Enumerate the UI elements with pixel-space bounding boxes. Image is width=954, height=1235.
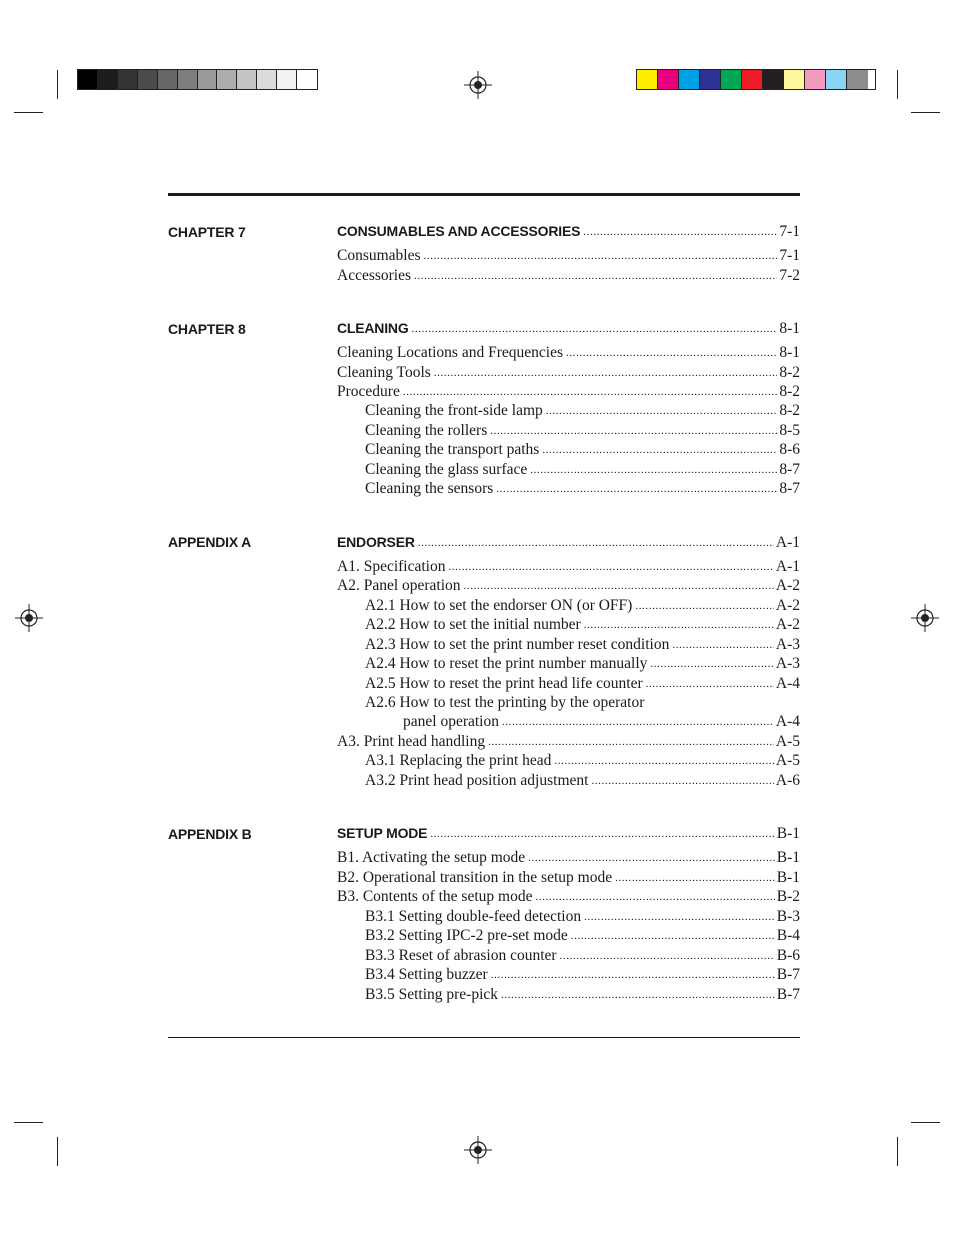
color-swatch [784, 70, 805, 89]
toc-page-number: B-7 [776, 966, 800, 983]
toc-entry-text: B2. Operational transition in the setup mode [337, 869, 613, 886]
toc-page-number: 8-1 [779, 320, 800, 337]
toc-page-number: A-5 [775, 733, 800, 750]
toc-entry-text: Accessories [337, 267, 412, 284]
crop-mark [897, 70, 898, 99]
color-swatch [721, 70, 742, 89]
color-swatch [700, 70, 721, 89]
color-calibration-bar [636, 69, 876, 90]
toc-entry[interactable] [365, 440, 800, 459]
toc-page-number: B-6 [776, 947, 800, 964]
dot-leader [672, 637, 774, 654]
toc-entry[interactable] [365, 985, 800, 1004]
toc-entry[interactable] [337, 868, 800, 887]
toc-entry-text: B1. Activating the setup mode [337, 849, 526, 866]
dot-leader [591, 773, 773, 790]
toc-entry-text: Cleaning Tools [337, 364, 431, 381]
toc-entry-text: Procedure [337, 383, 400, 400]
toc-entry-text: B3.4 Setting buzzer [365, 966, 488, 983]
color-swatch [217, 70, 237, 89]
toc-entry-text: A2.1 How to set the endorser ON (or OFF) [365, 597, 633, 614]
color-swatch [178, 70, 198, 89]
toc-entry-text: A2.5 How to reset the print head life counter [365, 675, 643, 692]
color-swatch [658, 70, 679, 89]
toc-entry[interactable] [365, 674, 800, 693]
dot-leader [488, 734, 774, 751]
toc-entry[interactable] [337, 576, 800, 595]
toc-entry-text: Cleaning the front-side lamp [365, 402, 543, 419]
toc-entry[interactable] [365, 635, 800, 654]
toc-page-number: B-1 [776, 849, 800, 866]
toc-entry[interactable] [365, 693, 800, 712]
bottom-rule [168, 1037, 800, 1038]
toc-entry-text: A2. Panel operation [337, 577, 461, 594]
toc-entry-text: A1. Specification [337, 558, 446, 575]
toc-entry-text: A3.1 Replacing the print head [365, 752, 552, 769]
toc-entry-text: B3. Contents of the setup mode [337, 888, 533, 905]
toc-entry[interactable] [365, 946, 800, 965]
dot-leader [414, 268, 777, 285]
toc-page-number: 8-7 [779, 480, 800, 497]
toc-entry-text: CLEANING [337, 320, 409, 336]
toc-page-number: 8-7 [779, 461, 800, 478]
toc-entry[interactable] [337, 266, 800, 285]
toc-entry-continuation[interactable] [403, 712, 800, 731]
toc-page-number: A-6 [775, 772, 800, 789]
dot-leader [584, 909, 775, 926]
toc-entry[interactable] [365, 615, 800, 634]
toc-page-number: A-4 [775, 713, 800, 730]
toc-entry-text: A2.3 How to set the print number reset condition [365, 636, 670, 653]
dot-leader [554, 753, 774, 770]
color-swatch [158, 70, 178, 89]
color-swatch [637, 70, 658, 89]
toc-entry-text: Cleaning Locations and Frequencies [337, 344, 563, 361]
section-label-chapter-7: CHAPTER 7 [168, 224, 246, 240]
dot-leader [566, 345, 777, 362]
dot-leader [501, 987, 775, 1004]
dot-leader [496, 481, 777, 498]
registration-mark-icon [464, 1136, 492, 1164]
dot-leader [502, 714, 774, 731]
toc-entry-text: Cleaning the sensors [365, 480, 494, 497]
crop-mark [911, 112, 940, 113]
toc-entry-text: A2.2 How to set the initial number [365, 616, 581, 633]
color-swatch [237, 70, 257, 89]
toc-page-number: A-3 [775, 636, 800, 653]
color-swatch [277, 70, 297, 89]
toc-page-number: A-4 [775, 675, 800, 692]
dot-leader [583, 224, 777, 241]
toc-page-number: 8-2 [779, 402, 800, 419]
dot-leader [615, 870, 775, 887]
toc-entry[interactable] [365, 479, 800, 498]
section-label-appendix-b: APPENDIX B [168, 826, 252, 842]
toc-heading[interactable] [337, 222, 800, 241]
toc-entry-text: A2.6 How to test the printing by the operator [365, 694, 645, 711]
toc-entry-text: Cleaning the glass surface [365, 461, 528, 478]
toc-page-number: A-5 [775, 752, 800, 769]
color-swatch [138, 70, 158, 89]
crop-mark [57, 70, 58, 99]
toc-entry[interactable] [337, 848, 800, 867]
dot-leader [464, 578, 774, 595]
color-swatch [826, 70, 847, 89]
toc-entry[interactable] [337, 732, 800, 751]
toc-page-number: A-3 [775, 655, 800, 672]
toc-entry[interactable] [337, 363, 800, 382]
dot-leader [434, 365, 778, 382]
dot-leader [490, 423, 777, 440]
toc-entry[interactable] [337, 887, 800, 906]
toc-page-number: 8-6 [779, 441, 800, 458]
toc-entry-text: Cleaning the rollers [365, 422, 488, 439]
toc-page-number: 8-2 [779, 383, 800, 400]
toc-entry-text: Cleaning the transport paths [365, 441, 540, 458]
dot-leader [646, 676, 774, 693]
toc-page-number: A-2 [775, 597, 800, 614]
toc-page-number: 8-2 [779, 364, 800, 381]
color-swatch [118, 70, 138, 89]
toc-entry-text: B3.5 Setting pre-pick [365, 986, 499, 1003]
toc-entry-text: ENDORSER [337, 534, 415, 550]
toc-entry[interactable] [365, 751, 800, 770]
toc-page-number: A-2 [775, 577, 800, 594]
toc-heading[interactable] [337, 319, 800, 338]
color-swatch [257, 70, 277, 89]
registration-mark-icon [15, 604, 43, 632]
toc-entry-text: A2.4 How to reset the print number manually [365, 655, 648, 672]
grayscale-calibration-bar [77, 69, 318, 90]
crop-mark [897, 1137, 898, 1166]
dot-leader [418, 535, 774, 552]
toc-entry-text: panel operation [403, 713, 499, 730]
toc-page-number: B-1 [776, 825, 800, 842]
dot-leader [650, 656, 774, 673]
crop-mark [911, 1122, 940, 1123]
dot-leader [571, 928, 775, 945]
dot-leader [403, 384, 777, 401]
dot-leader [535, 889, 774, 906]
registration-mark-icon [464, 71, 492, 99]
dot-leader [412, 321, 778, 338]
toc-page-number: B-4 [776, 927, 800, 944]
toc-page-number: B-7 [776, 986, 800, 1003]
toc-page-number: A-1 [775, 558, 800, 575]
dot-leader [528, 850, 775, 867]
top-rule [168, 193, 800, 196]
color-swatch [805, 70, 826, 89]
dot-leader [560, 948, 775, 965]
toc-entry[interactable] [365, 460, 800, 479]
color-swatch [78, 70, 98, 89]
toc-page-number: B-1 [776, 869, 800, 886]
toc-entry[interactable] [365, 907, 800, 926]
dot-leader [542, 442, 777, 459]
toc-entry[interactable] [365, 421, 800, 440]
toc-entry-text: Consumables [337, 247, 421, 264]
toc-entry[interactable] [365, 926, 800, 945]
toc-heading[interactable] [337, 824, 800, 843]
dot-leader [430, 826, 774, 843]
toc-entry[interactable] [337, 557, 800, 576]
color-swatch [679, 70, 700, 89]
toc-entry-text: B3.1 Setting double-feed detection [365, 908, 582, 925]
toc-page-number: 7-2 [779, 267, 800, 284]
toc-page-number: A-1 [775, 534, 800, 551]
color-swatch [297, 70, 317, 89]
toc-page-number: 8-5 [779, 422, 800, 439]
toc-page-number: A-2 [775, 616, 800, 633]
dot-leader [491, 967, 775, 984]
toc-page-number: B-3 [776, 908, 800, 925]
toc-entry-text: SETUP MODE [337, 825, 428, 841]
toc-entry-text: A3. Print head handling [337, 733, 486, 750]
section-label-chapter-8: CHAPTER 8 [168, 321, 246, 337]
dot-leader [546, 403, 778, 420]
dot-leader [635, 598, 774, 615]
toc-entry[interactable] [337, 382, 800, 401]
toc-entry[interactable] [365, 401, 800, 420]
toc-page-number: 8-1 [779, 344, 800, 361]
crop-mark [57, 1137, 58, 1166]
toc-page-number: 7-1 [779, 223, 800, 240]
toc-page-number: 7-1 [779, 247, 800, 264]
crop-mark [14, 1122, 43, 1123]
toc-entry[interactable] [337, 343, 800, 362]
color-swatch [742, 70, 763, 89]
dot-leader [584, 617, 774, 634]
toc-page-number: B-2 [776, 888, 800, 905]
crop-mark [14, 112, 43, 113]
registration-mark-icon [911, 604, 939, 632]
dot-leader [448, 559, 773, 576]
toc-entry-text: CONSUMABLES AND ACCESSORIES [337, 223, 581, 239]
color-swatch [847, 70, 868, 89]
toc-entry[interactable] [337, 246, 800, 265]
dot-leader [424, 248, 778, 265]
toc-entry-text: B3.3 Reset of abrasion counter [365, 947, 557, 964]
toc-entry-text: B3.2 Setting IPC-2 pre-set mode [365, 927, 568, 944]
toc-entry[interactable] [365, 965, 800, 984]
toc-heading[interactable] [337, 533, 800, 552]
dot-leader [530, 462, 777, 479]
color-swatch [198, 70, 218, 89]
toc-entry-text: A3.2 Print head position adjustment [365, 772, 589, 789]
toc-entry[interactable] [365, 654, 800, 673]
color-swatch [763, 70, 784, 89]
section-label-appendix-a: APPENDIX A [168, 534, 252, 550]
toc-entry[interactable] [365, 596, 800, 615]
color-swatch [98, 70, 118, 89]
toc-entry[interactable] [365, 771, 800, 790]
